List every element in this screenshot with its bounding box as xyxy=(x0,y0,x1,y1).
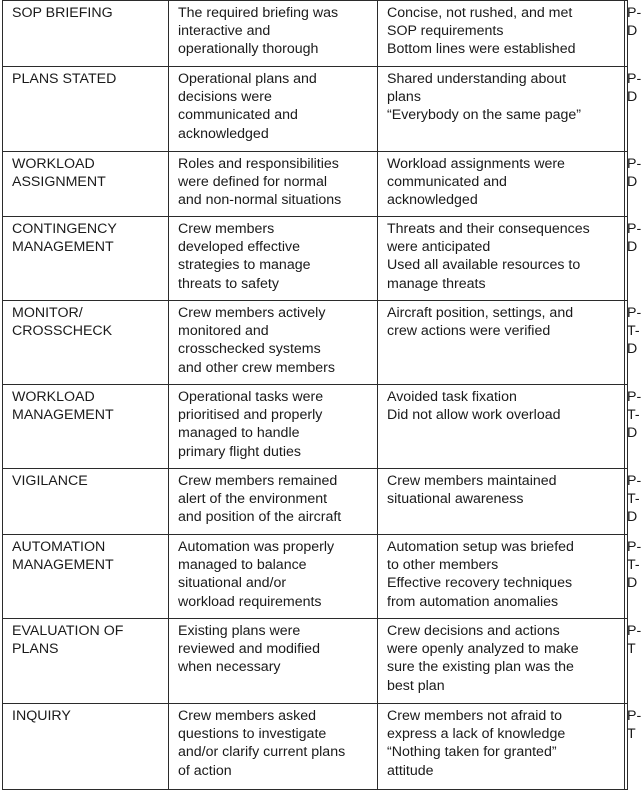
cell-line: communicated and xyxy=(387,174,507,191)
cell-line: Used all available resources to xyxy=(387,257,581,274)
behavior-cell xyxy=(169,619,378,704)
cell-line: reviewed and modified xyxy=(178,641,320,658)
cell-line: monitored and xyxy=(178,323,269,340)
cell-line: Crew members maintained xyxy=(387,473,557,489)
cell-line: and/or clarify current plans xyxy=(178,744,346,761)
cell-line: Crew members not afraid to xyxy=(387,708,563,724)
cell-line: and other crew members xyxy=(178,359,335,376)
behavior-cell xyxy=(169,469,378,535)
table-body xyxy=(3,1,641,790)
cell-line: Bottom lines were established xyxy=(387,41,576,58)
element-cell xyxy=(3,469,169,535)
cell-line: managed to handle xyxy=(178,425,300,442)
element-cell xyxy=(3,152,169,217)
markers-cell xyxy=(378,67,625,152)
cell-line: Did not allow work overload xyxy=(387,407,561,424)
cell-line: Avoided task fixation xyxy=(387,389,517,405)
phase-cell: P-T xyxy=(625,704,628,790)
phase-cell: P-D xyxy=(625,1,628,67)
cell-line: PLANS STATED xyxy=(12,71,117,87)
cell-line: express a lack of knowledge xyxy=(387,726,566,743)
behavior-cell xyxy=(169,67,378,152)
table-row xyxy=(3,704,628,790)
cell-line: Existing plans were xyxy=(178,623,301,639)
cell-line: manage threats xyxy=(387,275,486,292)
cell-line: INQUIRY xyxy=(12,708,71,724)
cell-line: of action xyxy=(178,762,232,779)
cell-line: crew actions were verified xyxy=(387,323,551,340)
cell-line: communicated and xyxy=(178,107,298,124)
cell-line: Shared understanding about xyxy=(387,71,567,87)
cell-line: CONTINGENCY xyxy=(12,221,117,237)
markers-cell xyxy=(378,1,625,67)
table-row xyxy=(3,469,628,535)
element-cell xyxy=(3,1,169,67)
cell-line: ASSIGNMENT xyxy=(12,174,106,191)
cell-line: Crew members remained xyxy=(178,473,338,489)
cell-line: attitude xyxy=(387,762,434,779)
cell-line: interactive and xyxy=(178,23,271,40)
cell-line: Automation setup was briefed xyxy=(387,539,574,555)
markers-cell xyxy=(378,704,625,790)
element-cell xyxy=(3,704,169,790)
cell-line: situational and/or xyxy=(178,575,287,592)
cell-line: MANAGEMENT xyxy=(12,407,114,424)
element-cell xyxy=(3,385,169,469)
cell-line: and non-normal situations xyxy=(178,192,342,209)
cell-line: The required briefing was xyxy=(178,5,339,21)
table-row xyxy=(3,385,628,469)
behavior-cell xyxy=(169,1,378,67)
cell-line: MANAGEMENT xyxy=(12,557,114,574)
cell-line: VIGILANCE xyxy=(12,473,88,489)
cell-line: were anticipated xyxy=(387,239,491,256)
cell-line: decisions were xyxy=(178,89,272,106)
cell-line: SOP BRIEFING xyxy=(12,5,113,21)
element-cell xyxy=(3,67,169,152)
element-cell xyxy=(3,301,169,385)
cell-line: workload requirements xyxy=(178,593,322,610)
behavior-cell xyxy=(169,535,378,619)
cell-line: WORKLOAD xyxy=(12,389,95,405)
behavior-cell xyxy=(169,217,378,301)
phase-cell: P-D xyxy=(625,67,628,152)
behavior-cell xyxy=(169,152,378,217)
cell-line: situational awareness xyxy=(387,491,524,508)
table-row xyxy=(3,619,628,704)
cell-line: sure the existing plan was the xyxy=(387,659,574,676)
cell-line: Roles and responsibilities xyxy=(178,156,339,172)
cell-line: Operational tasks were xyxy=(178,389,324,405)
cell-line: Workload assignments were xyxy=(387,156,565,172)
cell-line: plans xyxy=(387,89,421,106)
table-row xyxy=(3,217,628,301)
cell-line: SOP requirements xyxy=(387,23,504,40)
phase-cell: P-T-D xyxy=(625,301,628,385)
phase-cell: P-T-D xyxy=(625,469,628,535)
table-row xyxy=(3,67,628,152)
cell-line: Crew members xyxy=(178,221,275,237)
cell-line: PLANS xyxy=(12,641,59,658)
sop-behavior-table xyxy=(2,0,641,790)
cell-line: Effective recovery techniques xyxy=(387,575,573,592)
table-row xyxy=(3,1,628,67)
cell-line: threats to safety xyxy=(178,275,279,292)
element-cell xyxy=(3,217,169,301)
cell-line: were openly analyzed to make xyxy=(387,641,579,658)
cell-line: “Nothing taken for granted” xyxy=(387,744,557,761)
cell-line: strategies to manage xyxy=(178,257,311,274)
table-row xyxy=(3,152,628,217)
cell-line: Concise, not rushed, and met xyxy=(387,5,573,21)
cell-line: crosschecked systems xyxy=(178,341,321,358)
element-cell xyxy=(3,619,169,704)
cell-line: MONITOR/ xyxy=(12,305,83,321)
markers-cell xyxy=(378,301,625,385)
markers-cell xyxy=(378,469,625,535)
cell-line: acknowledged xyxy=(178,125,269,142)
phase-cell: P-D xyxy=(625,217,628,301)
cell-line: prioritised and properly xyxy=(178,407,323,424)
cell-line: EVALUATION OF xyxy=(12,623,124,639)
cell-line: primary flight duties xyxy=(178,443,302,460)
markers-cell xyxy=(378,217,625,301)
cell-line: “Everybody on the same page” xyxy=(387,107,582,124)
element-cell xyxy=(3,535,169,619)
cell-line: AUTOMATION xyxy=(12,539,106,555)
markers-cell xyxy=(378,619,625,704)
cell-line: Crew members asked xyxy=(178,708,316,724)
cell-line: Aircraft position, settings, and xyxy=(387,305,574,321)
behavior-cell xyxy=(169,704,378,790)
markers-cell xyxy=(378,385,625,469)
cell-line: and position of the aircraft xyxy=(178,509,342,526)
cell-line: WORKLOAD xyxy=(12,156,95,172)
cell-line: MANAGEMENT xyxy=(12,239,114,256)
cell-line: managed to balance xyxy=(178,557,307,574)
behavior-cell xyxy=(169,385,378,469)
cell-line: when necessary xyxy=(178,659,281,676)
table-row xyxy=(3,301,628,385)
phase-cell: P-T-D xyxy=(625,385,628,469)
markers-cell xyxy=(378,535,625,619)
cell-line: CROSSCHECK xyxy=(12,323,113,340)
cell-line: questions to investigate xyxy=(178,726,327,743)
phase-cell: P-D xyxy=(625,152,628,217)
cell-line: Automation was properly xyxy=(178,539,335,555)
cell-line: were defined for normal xyxy=(178,174,328,191)
cell-line: Operational plans and xyxy=(178,71,317,87)
cell-line: operationally thorough xyxy=(178,41,319,58)
cell-line: to other members xyxy=(387,557,499,574)
cell-line: acknowledged xyxy=(387,192,478,209)
phase-cell: P-T xyxy=(625,619,628,704)
cell-line: Threats and their consequences xyxy=(387,221,590,237)
cell-line: from automation anomalies xyxy=(387,593,559,610)
cell-line: Crew members actively xyxy=(178,305,326,321)
behavior-cell xyxy=(169,301,378,385)
cell-line: alert of the environment xyxy=(178,491,328,508)
markers-cell xyxy=(378,152,625,217)
table-row xyxy=(3,535,628,619)
cell-line: Crew decisions and actions xyxy=(387,623,560,639)
cell-line: developed effective xyxy=(178,239,300,256)
phase-cell: P-T-D xyxy=(625,535,628,619)
cell-line: best plan xyxy=(387,677,445,694)
